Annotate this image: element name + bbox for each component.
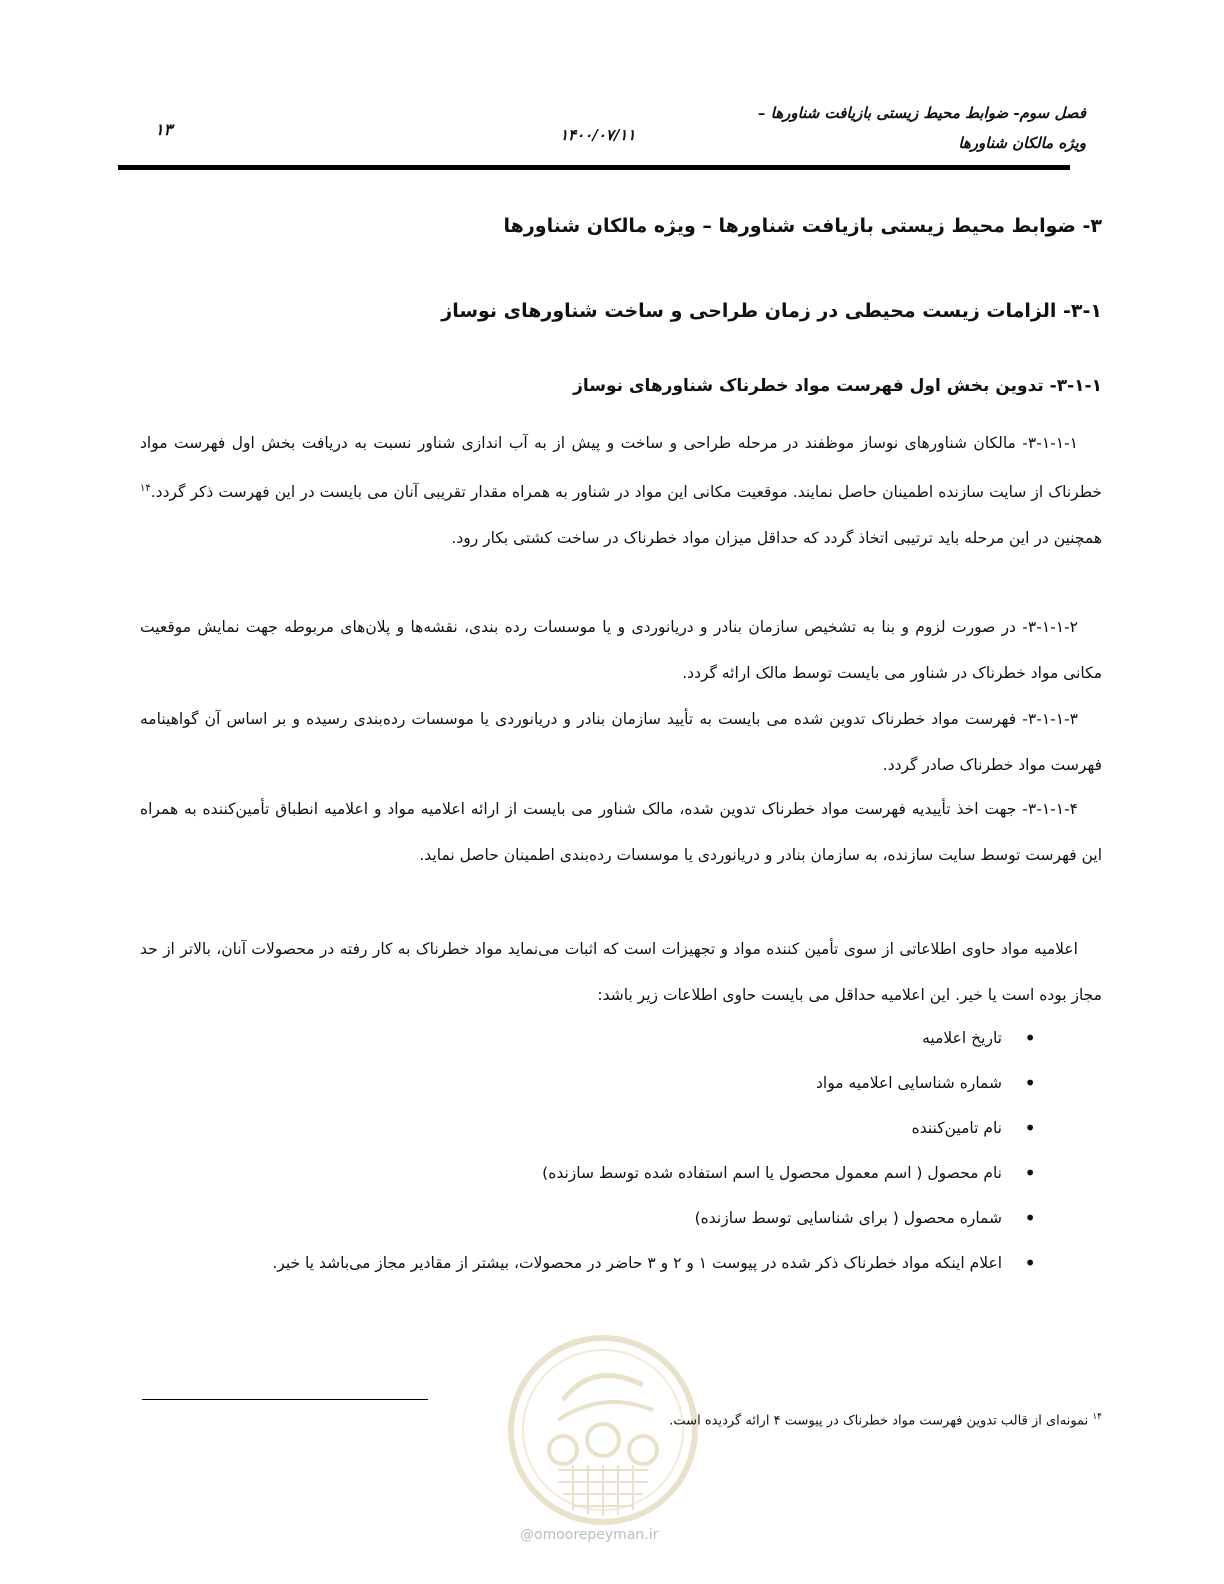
footnote-mark: ۱۴ [1092,1412,1102,1422]
bullet-icon: • [1024,1026,1036,1050]
bullet-icon: • [1024,1071,1036,1095]
list-item: • نام تامین‌کننده [140,1106,1102,1151]
paragraph-3-1-1-4: ۳-۱-۱-۴- جهت اخذ تأییدیه فهرست مواد خطرناک تدوین شده، مالک شناور می بایست از ارائه اعلامیه مواد و اعلامیه انطباق تأمین‌کننده به همراه این فهرست توسط سایت سازنده، به سازمان بنادر و دریانوردی یا موسسات رده‌بندی اطمینان حاصل نماید. [140,800,1102,864]
subsection-heading: ۳-۱- الزامات زیست محیطی در زمان طراحی و ساخت شناورهای نوساز [441,300,1102,322]
paragraph-declaration: اعلامیه مواد حاوی اطلاعاتی از سوی تأمین کننده مواد و تجهیزات است که اثبات می‌نماید مواد خطرناک به کار رفته در محصولات آنان، بالاتر از حد مجاز بوده است یا خیر. این اعلامیه حداقل می بایست حاوی اطلاعات زیر باشد: [140,940,1102,1004]
bullet-icon: • [1024,1161,1036,1185]
chapter-title-line1: فصل سوم- ضوابط محیط زیستی بازیافت شناورها – [757,104,1086,122]
footnote-rule [142,1399,428,1400]
watermark-url: @omoorepeyman.ir [520,1527,659,1543]
bullet-icon: • [1024,1251,1036,1275]
paragraph-3-1-1-1: ۳-۱-۱-۱- مالکان شناورهای نوساز موظفند در مرحله طراحی و ساخت و پیش از به آب اندازی شناور نسبت به دریافت بخش اول فهرست مواد خطرناک از سایت سازنده اطمینان حاصل نمایند. موقعیت مکانی این مواد در شناور به همراه مقدار تقریبی آنان می بایست در این فهرست ذکر گردد.$^{۱۴}$ همچنین در این مرحله باید ترتیبی اتخاذ گردد که حداقل میزان مواد خطرناک در ساخت کشتی بکار رود. [140,434,1102,548]
header-rule [118,165,1070,170]
footnote-text: نمونه‌ای از قالب تدوین فهرست مواد خطرناک در پیوست ۴ ارائه گردیده است. [669,1413,1093,1429]
bullet-icon: • [1024,1116,1036,1140]
watermark-logo-icon [503,1330,703,1530]
list-item: • شماره محصول ( برای شناسایی توسط سازنده) [140,1196,1102,1241]
declaration-items-list [140,1016,1102,1286]
subsubsection-heading: ۳-۱-۱- تدوین بخش اول فهرست مواد خطرناک شناورهای نوساز [573,376,1102,396]
bullet-icon: • [1024,1206,1036,1230]
running-header-chapter [666,98,1086,158]
list-item: • نام محصول ( اسم معمول محصول یا اسم استفاده شده توسط سازنده) [140,1151,1102,1196]
list-item: • اعلام اینکه مواد خطرناک ذکر شده در پیوست ۱ و ۲ و ۳ حاضر در محصولات، بیشتر از مقادیر مجاز می‌باشد یا خیر. [140,1241,1102,1286]
footnote [669,1412,1102,1428]
section-heading: ۳- ضوابط محیط زیستی بازیافت شناورها – ویژه مالکان شناورها [503,215,1102,237]
header-date: ۱۴۰۰/۰۷/۱۱ [560,126,636,144]
paragraph-3-1-1-3: ۳-۱-۱-۳- فهرست مواد خطرناک تدوین شده می بایست به تأیید سازمان بنادر و دریانوردی یا موسسات رده‌بندی رسیده و بر اساس آن گواهینامه فهرست مواد خطرناک صادر گردد. [140,710,1102,774]
chapter-title-line2: ویژه مالکان شناورها [958,134,1086,152]
footnote-reference: ۱۴ [140,483,151,494]
list-item: • تاریخ اعلامیه [140,1016,1102,1061]
paragraph-3-1-1-2: ۳-۱-۱-۲- در صورت لزوم و بنا به تشخیص سازمان بنادر و دریانوردی و یا موسسات رده بندی، نقشه‌ها و پلان‌های مربوطه جهت نمایش موقعیت مکانی مواد خطرناک در شناور می بایست توسط مالک ارائه گردد. [140,618,1102,682]
page-number: ۱۳ [155,120,173,139]
list-item: • شماره شناسایی اعلامیه مواد [140,1061,1102,1106]
